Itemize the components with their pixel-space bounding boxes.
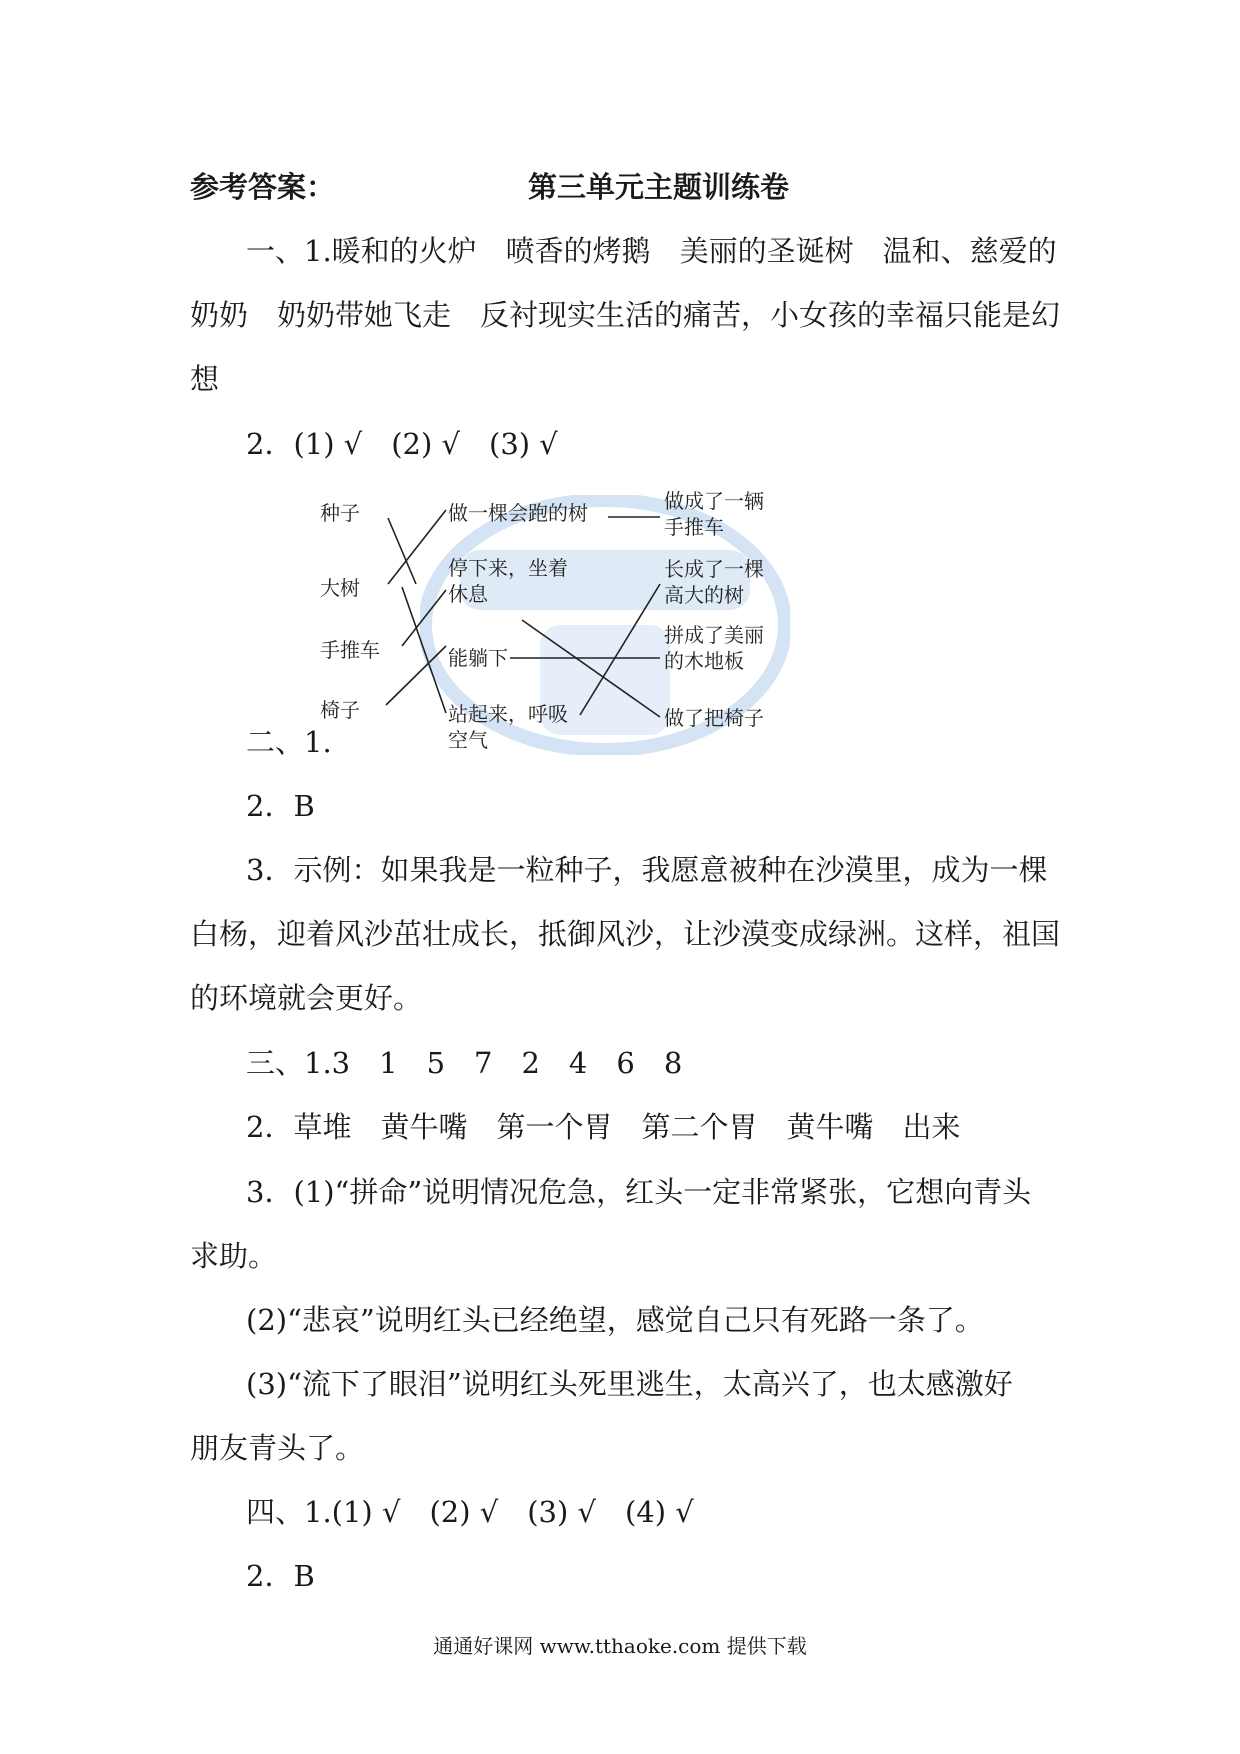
- diagram-middle-item-cont: 休息: [448, 582, 488, 606]
- diagram-left-item: 椅子: [320, 698, 360, 722]
- s3-q1: 三、1.3 1 5 7 2 4 6 8: [246, 1046, 683, 1080]
- diagram-right-item: 做成了一辆: [664, 489, 764, 513]
- s3-q3-line2: 求助。: [190, 1239, 278, 1273]
- line-stand-tree: [580, 584, 660, 715]
- diagram-right-item: 做了把椅子: [664, 706, 764, 730]
- footer-download-note: 通通好课网 www.tthaoke.com 提供下载: [433, 1634, 807, 1658]
- s3-q2: 2．草堆 黄牛嘴 第一个胃 第二个胃 黄牛嘴 出来: [246, 1110, 961, 1144]
- line-cart-rest: [402, 590, 446, 646]
- answer-label: 参考答案：: [190, 170, 336, 204]
- diagram-right-item-cont: 高大的树: [664, 583, 744, 607]
- diagram-middle-item: 能躺下: [448, 646, 508, 670]
- s3-q3-3-line1: (3)“流下了眼泪”说明红头死里逃生，太高兴了，也太感激好: [246, 1367, 1013, 1401]
- s2-q2: 2．B: [246, 789, 315, 823]
- diagram-right-item: 拼成了美丽: [664, 623, 764, 647]
- diagram-middle-item: 停下来，坐着: [448, 556, 568, 580]
- diagram-right-item: 长成了一棵: [664, 557, 764, 581]
- diagram-middle-item: 做一棵会跑的树: [448, 501, 588, 525]
- matching-diagram: [320, 480, 800, 750]
- s1-line1: 一、1.暖和的火炉 喷香的烤鹅 美丽的圣诞树 温和、慈爱的: [246, 234, 1057, 268]
- diagram-left-item: 手推车: [320, 638, 380, 662]
- s1-q2: 2．(1) √ (2) √ (3) √: [246, 427, 558, 461]
- line-chair-lie: [386, 646, 446, 705]
- s1-line2: 奶奶 奶奶带她飞走 反衬现实生活的痛苦，小女孩的幸福只能是幻: [190, 298, 1061, 332]
- s4-q1: 四、1.(1) √ (2) √ (3) √ (4) √: [246, 1495, 694, 1529]
- s3-q3-2: (2)“悲哀”说明红头已经绝望，感觉自己只有死路一条了。: [246, 1303, 984, 1337]
- page-title: 第三单元主题训练卷: [528, 170, 790, 204]
- s2-q1: 二、1.: [246, 725, 332, 759]
- diagram-left-item: 种子: [320, 501, 360, 525]
- header: [190, 165, 1090, 205]
- diagram-right-item-cont: 的木地板: [664, 649, 744, 673]
- s4-q2: 2．B: [246, 1559, 315, 1593]
- diagram-left-item: 大树: [320, 576, 360, 600]
- s2-q3-line2: 白杨，迎着风沙茁壮成长，抵御风沙，让沙漠变成绿洲。这样，祖国: [190, 917, 1061, 951]
- diagram-middle-item-cont: 空气: [448, 728, 488, 752]
- s1-line3: 想: [190, 362, 220, 396]
- line-seed-stand: [402, 587, 446, 713]
- s3-q3-line1: 3．(1)“拼命”说明情况危急，红头一定非常紧张，它想向青头: [246, 1175, 1032, 1209]
- line-seed-stop: [388, 518, 416, 584]
- s3-q3-3-line2: 朋友青头了。: [190, 1431, 365, 1465]
- diagram-right-item-cont: 手推车: [664, 515, 724, 539]
- s2-q3-line3: 的环境就会更好。: [190, 981, 423, 1015]
- line-tree-run: [388, 510, 446, 584]
- diagram-middle-item: 站起来，呼吸: [448, 702, 568, 726]
- s2-q3-line1: 3．示例：如果我是一粒种子，我愿意被种在沙漠里，成为一棵: [246, 853, 1048, 887]
